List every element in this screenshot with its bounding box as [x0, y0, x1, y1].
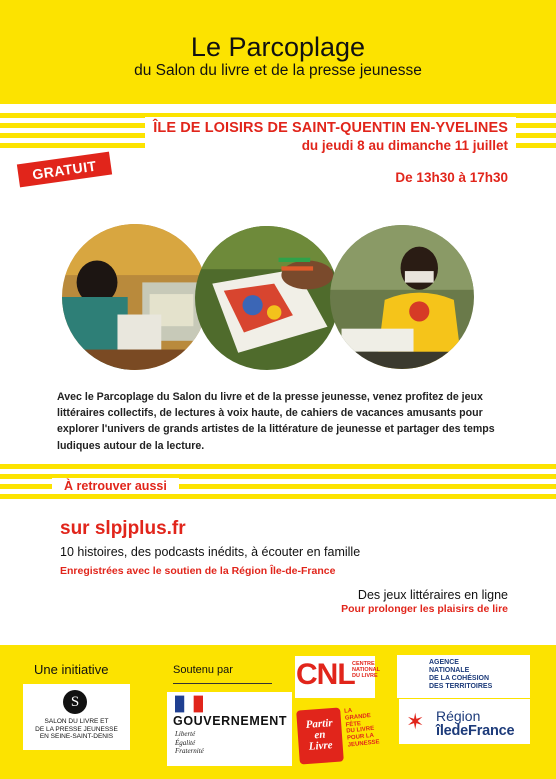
page-subtitle: du Salon du livre et de la presse jeunesse — [134, 62, 422, 79]
stripe — [0, 494, 556, 499]
government-name: GOUVERNEMENT — [173, 714, 288, 728]
slpj-logo — [23, 684, 130, 750]
online-games: Des jeux littéraires en ligne — [357, 588, 508, 602]
star-icon: ✶ — [406, 709, 425, 734]
free-badge: GRATUIT — [17, 152, 112, 188]
divider — [173, 683, 272, 684]
cnl-logo: CNL CENTRE NATIONAL DU LIVRE — [295, 656, 375, 698]
page-title: Le Parcoplage — [190, 32, 366, 62]
government-motto: Liberté Égalité Fraternité — [175, 730, 204, 755]
photo-child-reading — [62, 224, 208, 370]
website-support: Enregistrées avec le soutien de la Région Île-de-France — [60, 565, 336, 577]
photo-child-yellow-shirt — [330, 225, 474, 369]
also-label: À retrouver aussi — [52, 478, 179, 494]
venue: ÎLE DE LOISIRS DE SAINT-QUENTIN EN-YVELINES — [153, 120, 508, 136]
website-description: 10 histoires, des podcasts inédits, à écouter en famille — [60, 545, 361, 559]
partir-en-livre-logo: Partir en Livre LA GRANDE FÊTE DU LIVRE POUR LA JEUNESSE — [298, 705, 378, 767]
s-logo-icon: S — [63, 690, 87, 714]
venue-box — [145, 117, 516, 155]
event-dates: du jeudi 8 au dimanche 11 juillet — [301, 138, 508, 153]
website-link[interactable]: sur slpjplus.fr — [60, 518, 186, 539]
online-games-sub: Pour prolonger les plaisirs de lire — [341, 603, 508, 615]
government-logo — [167, 692, 292, 766]
french-flag-icon — [175, 695, 203, 713]
stripe — [0, 464, 556, 469]
photo-coloring — [195, 226, 339, 370]
supported-by-label: Soutenu par — [173, 664, 233, 676]
description: Avec le Parcoplage du Salon du livre et de la presse jeunesse, venez profitez de jeux littéraires collectifs, de lectures à voix haute, de cahiers de vacances amusants pour explorer l'univers de grands artistes de la littérature de jeunesse et partager des temps ludiques autour de la lecture. — [57, 391, 495, 452]
anct-logo: AGENCE NATIONALE DE LA COHÉSION DES TERRITOIRES — [397, 655, 530, 698]
slpj-name: SALON DU LIVRE ET DE LA PRESSE JEUNESSE EN SEINE-SAINT-DENIS — [35, 718, 118, 740]
region-idf-logo: ✶ Région îledeFrance — [399, 699, 530, 744]
initiative-label: Une initiative — [34, 662, 109, 677]
event-hours: De 13h30 à 17h30 — [395, 170, 508, 185]
